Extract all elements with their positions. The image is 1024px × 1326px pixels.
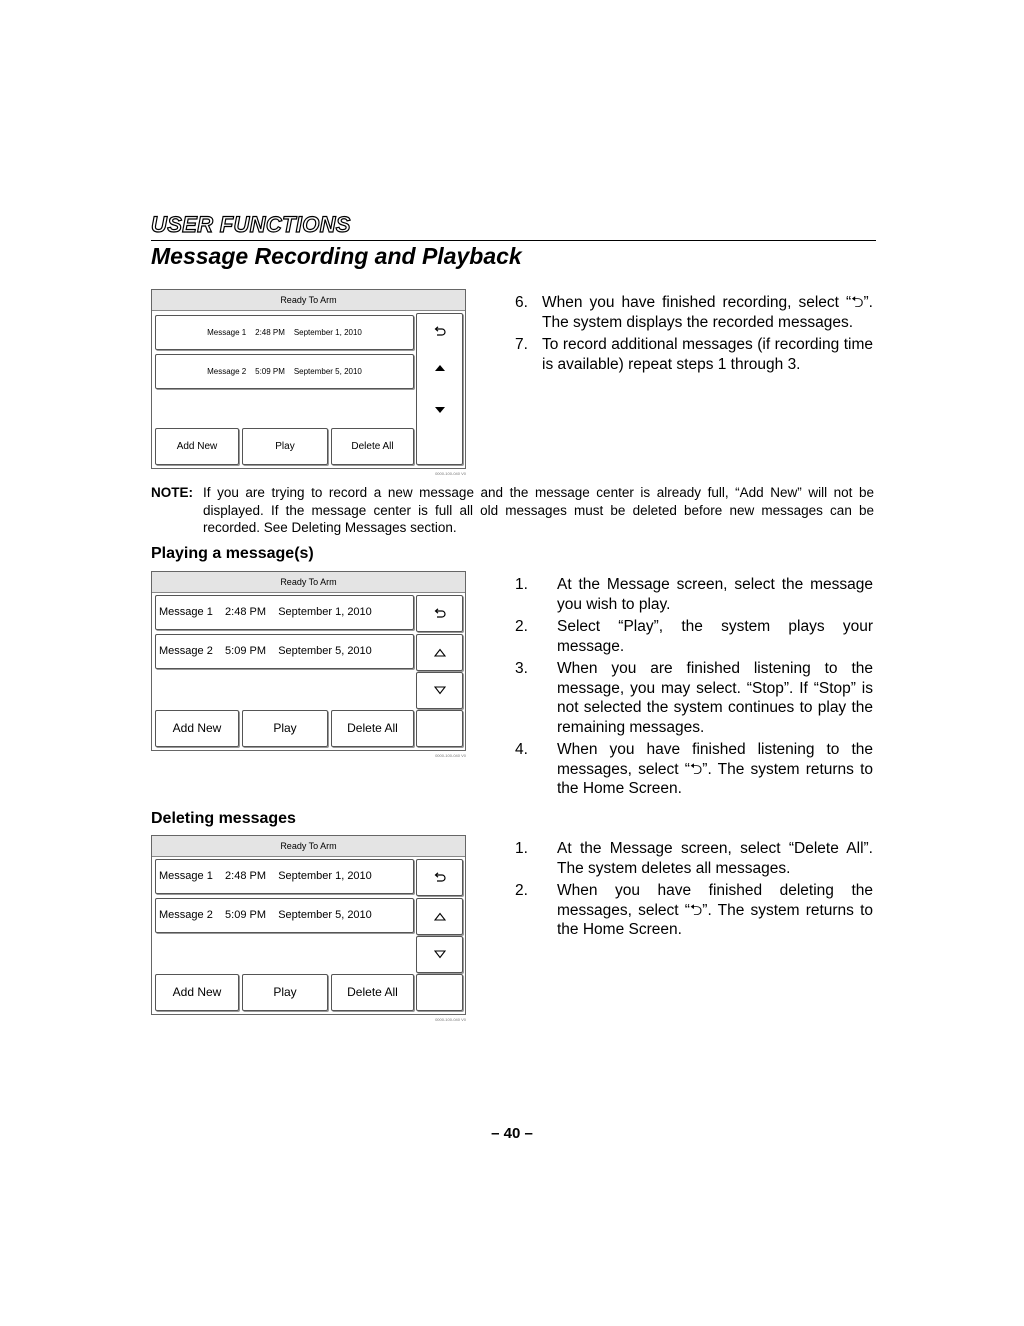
side-nav-panel[interactable] <box>416 313 463 465</box>
back-arrow-icon[interactable] <box>417 326 462 338</box>
header-rule <box>151 240 876 241</box>
down-arrow-icon <box>434 686 446 695</box>
figure-code: 0000-100-040 V0 <box>435 1017 466 1022</box>
page-title: Message Recording and Playback <box>151 243 522 269</box>
back-button[interactable] <box>416 859 463 896</box>
list-item: 1. At the Message screen, select “Delete All”. The system deletes all messages. <box>515 840 873 877</box>
message-row-2[interactable]: Message 2 5:09 PM September 5, 2010 <box>155 354 414 389</box>
status-bar: Ready To Arm <box>152 290 465 311</box>
scroll-up-button[interactable] <box>416 898 463 935</box>
list-item: 2. When you have finished deleting the messages, select “⮌”. The system returns to the Home Screen. <box>515 882 873 938</box>
down-arrow-icon[interactable] <box>417 406 462 414</box>
message-screen-playing <box>151 571 466 758</box>
up-arrow-icon[interactable] <box>417 364 462 372</box>
message-row-2[interactable]: Message 2 5:09 PM September 5, 2010 <box>155 634 414 669</box>
up-arrow-icon <box>434 648 446 657</box>
blank-button[interactable] <box>416 974 463 1011</box>
recording-steps <box>515 293 873 377</box>
back-button[interactable] <box>416 595 463 632</box>
message-row-2[interactable]: Message 2 5:09 PM September 5, 2010 <box>155 898 414 933</box>
message-screen-recording <box>151 289 466 476</box>
add-new-button[interactable]: Add New <box>155 974 239 1011</box>
play-button[interactable]: Play <box>242 710 328 747</box>
up-arrow-icon <box>434 912 446 921</box>
delete-all-button[interactable]: Delete All <box>331 428 414 465</box>
list-item: 1. At the Message screen, select the message you wish to play. <box>515 576 873 613</box>
play-button[interactable]: Play <box>242 974 328 1011</box>
section-header: USER FUNCTIONS <box>151 212 351 237</box>
playing-heading: Playing a message(s) <box>151 545 314 562</box>
list-item: 6. When you have finished recording, select “⮌”. The system displays the recorded messages. <box>515 294 873 331</box>
play-button[interactable]: Play <box>242 428 328 465</box>
scroll-up-button[interactable] <box>416 634 463 671</box>
down-arrow-icon <box>434 950 446 959</box>
message-screen-deleting <box>151 835 466 1022</box>
scroll-down-button[interactable] <box>416 672 463 709</box>
figure-code: 0000-100-040 V0 <box>435 471 466 476</box>
note-text: If you are trying to record a new message and the message center is already full, “Add New” will not be displayed. If the message center is full all old messages must be deleted before new messages can be recorded. See Deleting Messages section. <box>203 485 874 535</box>
back-arrow-icon <box>433 608 447 620</box>
deleting-heading: Deleting messages <box>151 810 296 827</box>
add-new-button[interactable]: Add New <box>155 710 239 747</box>
list-item: 2. Select “Play”, the system plays your message. <box>515 618 873 655</box>
figure-code: 0000-100-040 V0 <box>435 753 466 758</box>
add-new-button[interactable]: Add New <box>155 428 239 465</box>
note-label: NOTE: <box>151 485 193 500</box>
blank-button[interactable] <box>416 710 463 747</box>
status-bar: Ready To Arm <box>152 572 465 593</box>
status-bar: Ready To Arm <box>152 836 465 857</box>
note <box>151 484 874 537</box>
delete-all-button[interactable]: Delete All <box>331 710 414 747</box>
list-item: 4. When you have finished listening to the messages, select “⮌”. The system returns to the Home Screen. <box>515 741 873 797</box>
delete-all-button[interactable]: Delete All <box>331 974 414 1011</box>
list-item: 7. To record additional messages (if recording time is available) repeat steps 1 through 3. <box>515 336 873 373</box>
page-number: – 40 – <box>491 1125 533 1142</box>
message-row-1[interactable]: Message 1 2:48 PM September 1, 2010 <box>155 595 414 630</box>
deleting-steps <box>515 839 873 943</box>
playing-steps <box>515 575 873 802</box>
list-item: 3. When you are finished listening to the message, you may select. “Stop”. If “Stop” is not selected the system continues to play the remaining messages. <box>515 660 873 736</box>
message-row-1[interactable]: Message 1 2:48 PM September 1, 2010 <box>155 859 414 894</box>
back-arrow-icon <box>433 872 447 884</box>
scroll-down-button[interactable] <box>416 936 463 973</box>
message-row-1[interactable]: Message 1 2:48 PM September 1, 2010 <box>155 315 414 350</box>
